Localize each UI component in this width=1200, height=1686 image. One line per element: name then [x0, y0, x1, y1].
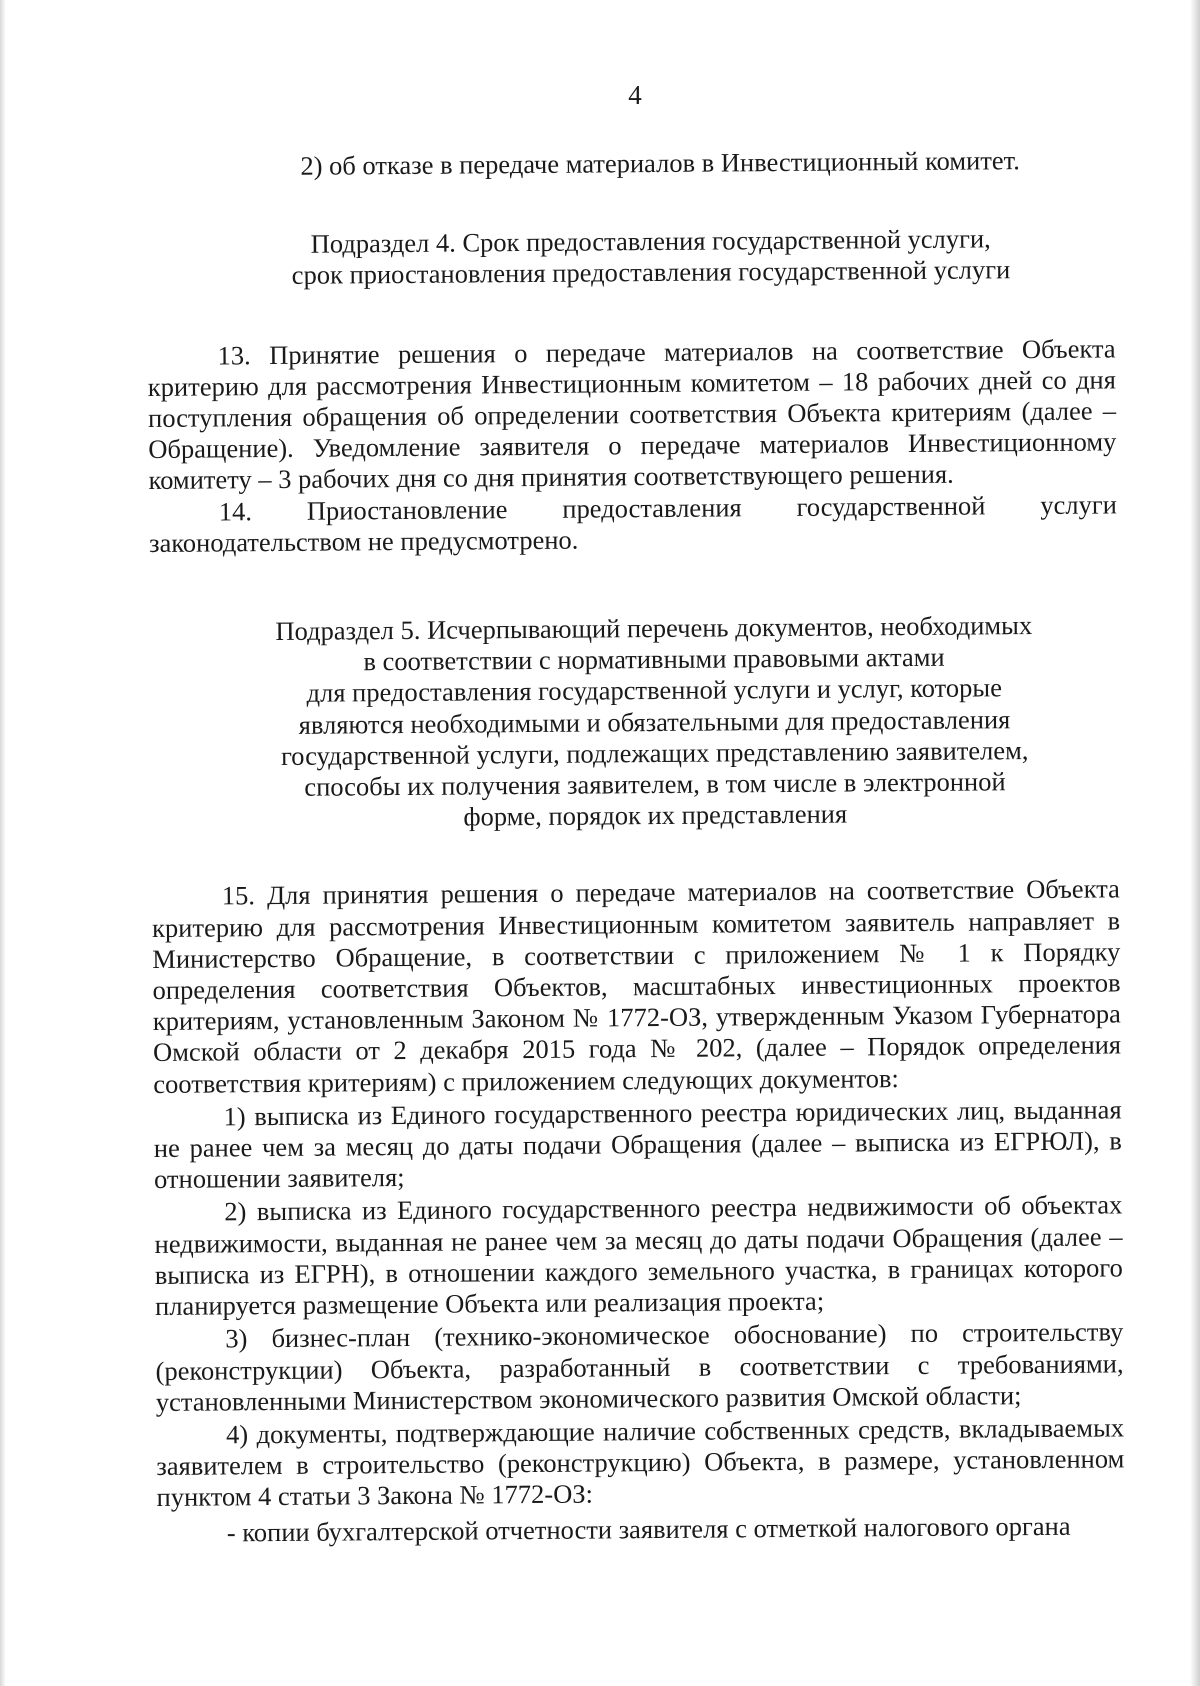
list-item-3: 3) бизнес-план (технико-экономическое обоснование) по строительству (реконструкции) Объекта, разработанный в соответствии с требованиями, установленными Министерством экономического развития Омской области; [155, 1316, 1124, 1417]
list-item-4: 4) документы, подтверждающие наличие собственных средств, вкладываемых заявителем в строительство (реконструкцию) Объекта, в размере, установленном пунктом 4 статьи 3 Закона № 1772-ОЗ: [156, 1412, 1125, 1513]
subsection-5-line: способы их получения заявителем, в том числе в электронной [304, 766, 1006, 802]
subsection-5-line: являются необходимыми и обязательными для предоставления [298, 703, 1011, 740]
intro-line: 2) об отказе в передаче материалов в Инвестиционный комитет. [300, 145, 1020, 181]
subsection-5-line: для предоставления государственной услуги и услуг, которые [306, 672, 1003, 709]
list-item-2: 2) выписка из Единого государственного реестра недвижимости об объектах недвижимости, выданная не ранее чем за месяц до даты подачи Обращения (далее – выписка из ЕГРН), в отношении каждого земельного участка, в границах которого планируется размещение Объекта или реализация проекта; [154, 1189, 1123, 1322]
list-item-1: 1) выписка из Единого государственного реестра юридических лиц, выданная не ранее чем за месяц до даты подачи Обращения (далее – выписка из ЕГРЮЛ), в отношении заявителя; [153, 1094, 1122, 1195]
subsection-5-line: Подраздел 5. Исчерпывающий перечень документов, необходимых [275, 610, 1033, 647]
paragraph-13: 13. Принятие решения о передаче материалов на соответствие Объекта критерию для рассмотрения Инвестиционным комитетом – 18 рабочих дней со дня поступления обращения об определении соответствия Объекта критериям (далее – Обращение). Уведомление заявителя о передаче материалов Инвестиционному комитету – 3 рабочих дня со дня принятия соответствующего решения. [147, 333, 1117, 496]
dash-item: - копии бухгалтерской отчетности заявителя с отметкой налогового органа [226, 1510, 1071, 1547]
scan-edge-right [1190, 0, 1200, 1686]
subsection-5-line: в соответствии с нормативными правовыми актами [363, 641, 945, 677]
paragraph-14: 14. Приостановление предоставления государственной услуги законодательством не предусмотрено. [148, 489, 1117, 558]
subsection-5-line: форме, порядок их представления [463, 798, 848, 832]
subsection-5-heading [190, 609, 1120, 835]
document-body [146, 142, 1125, 1548]
scan-edge-left [0, 0, 6, 1686]
paragraph-15: 15. Для принятия решения о передаче материалов на соответствие Объекта критерию для рассмотрения Инвестиционным комитетом заявитель направляет в Министерство Обращение, в соответствии с приложением № 1 к Порядку определения соответствия Объектов, масштабных инвестиционных проектов критериям, установленным Законом № 1772-ОЗ, утвержденным Указом Губернатора Омской области от 2 декабря 2015 года № 202, (далее – Порядок определения соответствия критериям) с приложением следующих документов: [151, 873, 1122, 1099]
subsection-5-line: государственной услуги, подлежащих представлению заявителем, [280, 734, 1029, 771]
page-number: 4 [628, 80, 642, 110]
subsection-4-heading [187, 223, 1115, 293]
subsection-4-line: Подраздел 4. Срок предоставления государственной услуги, [310, 223, 991, 259]
subsection-4-line: срок приостановления предоставления государственной услуги [291, 254, 1011, 291]
